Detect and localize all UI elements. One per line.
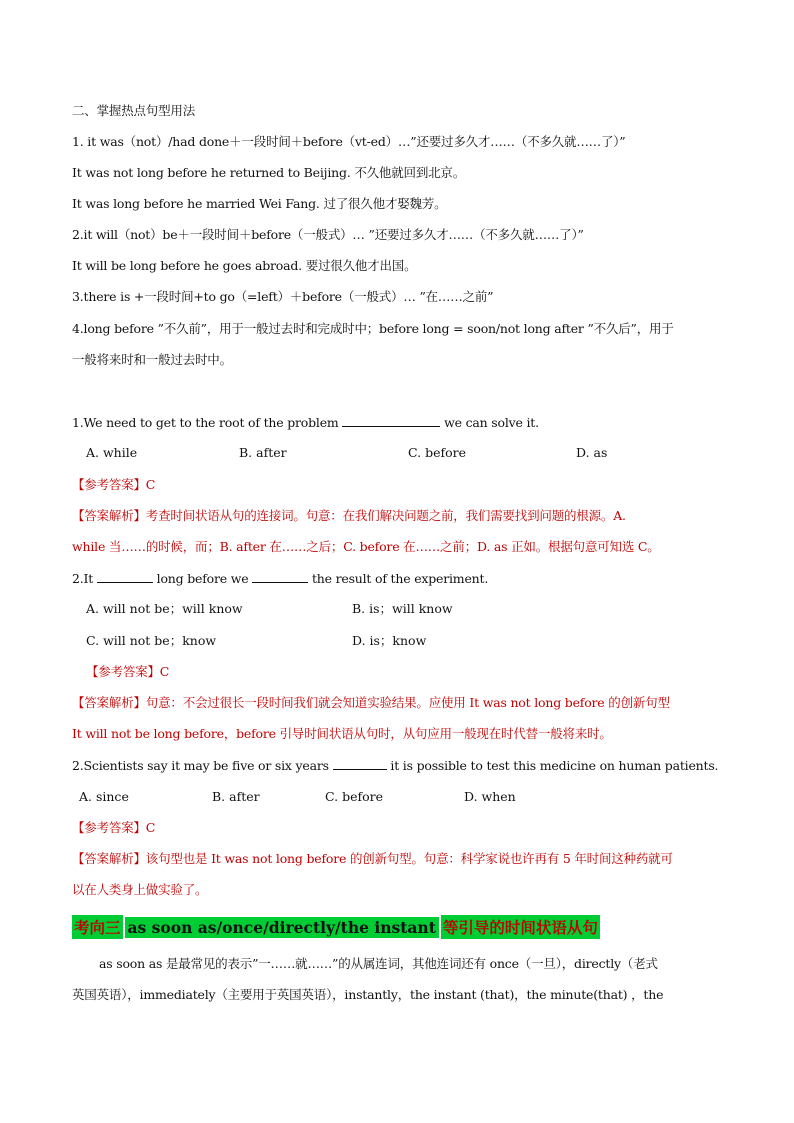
q3-option-b: B. after (212, 789, 260, 804)
q2-stem-part-b: long before we (152, 571, 253, 586)
q1-option-a: A. while (86, 445, 138, 460)
q2-answer: 【参考答案】C (86, 664, 170, 679)
question-1-stem (72, 414, 732, 431)
q2-explanation-1: 【答案解析】句意：不会过很长一段时间我们就会知道实验结果。应使用 It was not long before 的创新句型 (72, 695, 670, 710)
q2-option-d: D. is；know (352, 633, 427, 648)
q2-option-c: C. will not be；know (86, 633, 217, 648)
heading-conjunctions: as soon as/once/directly/the instant (125, 917, 439, 938)
q3-blank (333, 757, 387, 770)
q1-stem-part-b: we can solve it. (440, 415, 539, 430)
q3-option-a: A. since (79, 789, 129, 804)
section-title: 二、掌握热点句型用法 (72, 103, 196, 118)
q2-stem-part-a: 2.It (72, 571, 97, 586)
q2-blank-2 (252, 570, 308, 583)
rule-line-6: 3.there is +一段时间+to go（=left）＋before（一般式）… ”在……之前” (72, 289, 494, 304)
q2-explanation-2: It will not be long before，before 引导时间状语从句时，从句应用一般现在时代替一般将来时。 (72, 726, 612, 741)
rule-line-5: It will be long before he goes abroad. 要过很久他才出国。 (72, 258, 417, 273)
q3-explanation-1: 【答案解析】该句型也是 It was not long before 的创新句型。句意：科学家说也许再有 5 年时间这种药就可 (72, 851, 673, 866)
rule-line-7: 4.long before ”不久前”，用于一般过去时和完成时中；before long = soon/not long after ”不久后”，用于 (72, 321, 674, 336)
q2-stem-part-c: the result of the experiment. (308, 571, 489, 586)
q1-explanation-2: while 当……的时候，而；B. after 在……之后；C. before 在……之前；D. as 正如。根据句意可知选 C。 (72, 539, 660, 554)
heading-topic: 等引导的时间状语从句 (441, 915, 600, 939)
q1-answer: 【参考答案】C (72, 477, 156, 492)
question-3-stem (72, 757, 732, 774)
q3-option-d: D. when (464, 789, 516, 804)
q1-stem-part-a: 1.We need to get to the root of the problem (72, 415, 343, 430)
q1-option-b: B. after (239, 445, 287, 460)
q1-explanation-1: 【答案解析】考查时间状语从句的连接词。句意：在我们解决问题之前，我们需要找到问题的根源。A. (72, 508, 626, 523)
intro-line-1: as soon as 是最常见的表示”一……就……”的从属连词，其他连词还有 once（一旦），directly（老式 (99, 956, 658, 971)
question-2-stem (72, 570, 732, 587)
intro-line-2: 英国英语），immediately（主要用于英国英语），instantly，the instant (that)，the minute(that) ，the (72, 987, 664, 1002)
q1-option-c: C. before (408, 445, 466, 460)
section-heading (72, 916, 600, 938)
q1-blank (342, 414, 440, 427)
rule-line-2: It was not long before he returned to Beijing. 不久他就回到北京。 (72, 165, 466, 180)
rule-line-4: 2.it will（not）be＋一段时间＋before（一般式）… ”还要过多久才……（不多久就……了）” (72, 227, 584, 242)
q2-blank-1 (97, 570, 153, 583)
q3-explanation-2: 以在人类身上做实验了。 (72, 882, 208, 897)
q3-answer: 【参考答案】C (72, 820, 156, 835)
q2-option-b: B. is；will know (352, 601, 453, 616)
q3-stem-part-b: it is possible to test this medicine on human patients. (386, 758, 719, 773)
q2-option-a: A. will not be；will know (86, 601, 243, 616)
q3-option-c: C. before (325, 789, 383, 804)
rule-line-8: 一般将来时和一般过去时中。 (72, 352, 232, 367)
rule-line-1: 1. it was（not）/had done＋一段时间＋before（vt-ed）…”还要过多久才……（不多久就……了）” (72, 134, 626, 149)
heading-label: 考向三 (72, 915, 123, 939)
q3-stem-part-a: 2.Scientists say it may be five or six years (72, 758, 333, 773)
rule-line-3: It was long before he married Wei Fang. 过了很久他才娶魏芳。 (72, 196, 447, 211)
q1-option-d: D. as (576, 445, 608, 460)
